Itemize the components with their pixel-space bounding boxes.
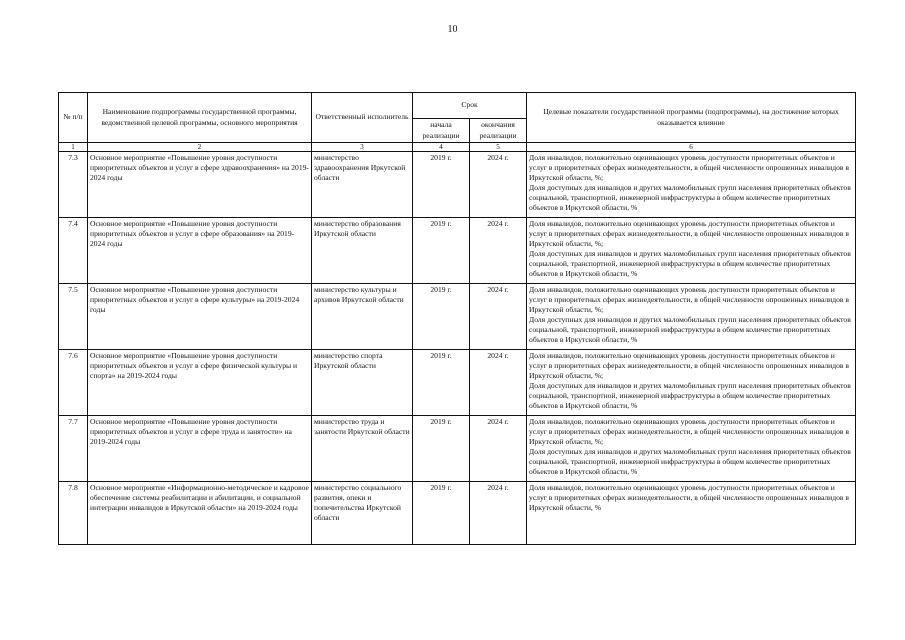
- row-responsible: министерство социального развития, опеки и попечительства Иркутской области: [312, 482, 413, 545]
- row-number: 7.4: [59, 218, 88, 284]
- row-indicators: [527, 218, 856, 284]
- indicator-text: Доля доступных для инвалидов и других маломобильных групп населения приоритетных объектов социальной, транспортной, инженерной инфраструктуры в общем количестве приоритетных объектов в Иркутской области, %: [529, 381, 851, 411]
- row-number: 7.7: [59, 416, 88, 482]
- row-end: 2024 г.: [470, 350, 527, 416]
- header-responsible: Ответственный исполнитель: [312, 93, 413, 143]
- row-number: 7.5: [59, 284, 88, 350]
- row-responsible: министерство здравоохранения Иркутской области: [312, 152, 413, 218]
- indicator-text: Доля инвалидов, положительно оценивающих уровень доступности приоритетных объектов и услуг в приоритетных сферах жизнедеятельности, в общей численности опрошенных инвалидов в Иркутской области, %: [529, 483, 849, 513]
- column-number: 1: [59, 143, 88, 152]
- page-number: 10: [447, 24, 458, 35]
- row-start: 2019 г.: [413, 152, 470, 218]
- row-name: Основное мероприятие «Информационно-методическое и кадровое обеспечение системы реабилитации и абилитации, и социальной интеграции инвалидов в Иркутской области» на 2019-2024 годы: [88, 482, 312, 545]
- row-end: 2024 г.: [470, 482, 527, 545]
- indicator-text: Доля инвалидов, положительно оценивающих уровень доступности приоритетных объектов и услуг в приоритетных сферах жизнедеятельности, в общей численности опрошенных инвалидов в Иркутской области, %;: [529, 351, 849, 381]
- row-start: 2019 г.: [413, 350, 470, 416]
- table-row: [59, 350, 856, 416]
- column-number: 2: [88, 143, 312, 152]
- row-responsible: министерство культуры и архивов Иркутской области: [312, 284, 413, 350]
- indicator-text: Доля доступных для инвалидов и других маломобильных групп населения приоритетных объектов социальной, транспортной, инженерной инфраструктуры в общем количестве приоритетных объектов в Иркутской области, %: [529, 315, 851, 345]
- row-indicators: [527, 152, 856, 218]
- header-end: окончания реализации: [470, 119, 527, 143]
- row-end: 2024 г.: [470, 152, 527, 218]
- header-term: Срок: [413, 93, 527, 119]
- indicator-text: Доля доступных для инвалидов и других маломобильных групп населения приоритетных объектов социальной, транспортной, инженерной инфраструктуры в общем количестве приоритетных объектов в Иркутской области, %: [529, 249, 851, 279]
- indicator-text: Доля инвалидов, положительно оценивающих уровень доступности приоритетных объектов и услуг в приоритетных сферах жизнедеятельности, в общей численности опрошенных инвалидов в Иркутской области, %;: [529, 153, 849, 183]
- table-row: [59, 416, 856, 482]
- row-end: 2024 г.: [470, 218, 527, 284]
- row-name: Основное мероприятие «Повышение уровня доступности приоритетных объектов и услуг в сфере физической культуры и спорта» на 2019-2024 годы: [88, 350, 312, 416]
- row-indicators: [527, 284, 856, 350]
- row-number: 7.8: [59, 482, 88, 545]
- row-number: 7.3: [59, 152, 88, 218]
- row-start: 2019 г.: [413, 416, 470, 482]
- table-row: [59, 218, 856, 284]
- header-name: Наименование подпрограммы государственной программы, ведомственной целевой программы, основного мероприятия: [88, 93, 312, 143]
- column-number: 6: [527, 143, 856, 152]
- header-target-indicators: Целевые показатели государственной программы (подпрограммы), на достижение которых оказывается влияние: [527, 93, 856, 143]
- row-start: 2019 г.: [413, 482, 470, 545]
- indicator-text: Доля доступных для инвалидов и других маломобильных групп населения приоритетных объектов социальной, транспортной, инженерной инфраструктуры в общем количестве приоритетных объектов в Иркутской области, %: [529, 183, 851, 213]
- row-name: Основное мероприятие «Повышение уровня доступности приоритетных объектов и услуг в сфере труда и занятости» на 2019-2024 годы: [88, 416, 312, 482]
- table-header-row: [59, 93, 856, 119]
- indicator-text: Доля инвалидов, положительно оценивающих уровень доступности приоритетных объектов и услуг в приоритетных сферах жизнедеятельности, в общей численности опрошенных инвалидов в Иркутской области, %;: [529, 417, 849, 447]
- column-number: 3: [312, 143, 413, 152]
- row-name: Основное мероприятие «Повышение уровня доступности приоритетных объектов и услуг в сфере здравоохранения» на 2019-2024 годы: [88, 152, 312, 218]
- indicator-text: Доля инвалидов, положительно оценивающих уровень доступности приоритетных объектов и услуг в приоритетных сферах жизнедеятельности, в общей численности опрошенных инвалидов в Иркутской области, %;: [529, 285, 849, 315]
- row-number: 7.6: [59, 350, 88, 416]
- row-responsible: министерство труда и занятости Иркутской области: [312, 416, 413, 482]
- row-end: 2024 г.: [470, 284, 527, 350]
- row-indicators: [527, 350, 856, 416]
- table-row: [59, 482, 856, 545]
- column-number: 4: [413, 143, 470, 152]
- header-start: начала реализации: [413, 119, 470, 143]
- row-responsible: министерство спорта Иркутской области: [312, 350, 413, 416]
- header-num: № п/п: [59, 93, 88, 143]
- row-responsible: министерство образования Иркутской области: [312, 218, 413, 284]
- indicator-text: Доля инвалидов, положительно оценивающих уровень доступности приоритетных объектов и услуг в приоритетных сферах жизнедеятельности, в общей численности опрошенных инвалидов в Иркутской области, %;: [529, 219, 849, 249]
- row-start: 2019 г.: [413, 218, 470, 284]
- row-indicators: [527, 416, 856, 482]
- row-name: Основное мероприятие «Повышение уровня доступности приоритетных объектов и услуг в сфере культуры» на 2019-2024 годы: [88, 284, 312, 350]
- program-table: [58, 92, 856, 545]
- row-end: 2024 г.: [470, 416, 527, 482]
- row-name: Основное мероприятие «Повышение уровня доступности приоритетных объектов и услуг в сфере образования» на 2019-2024 годы: [88, 218, 312, 284]
- row-start: 2019 г.: [413, 284, 470, 350]
- row-indicators: [527, 482, 856, 545]
- table-row: [59, 284, 856, 350]
- column-number: 5: [470, 143, 527, 152]
- indicator-text: Доля доступных для инвалидов и других маломобильных групп населения приоритетных объектов социальной, транспортной, инженерной инфраструктуры в общем количестве приоритетных объектов в Иркутской области, %: [529, 447, 851, 477]
- column-number-row: [59, 143, 856, 152]
- table-row: [59, 152, 856, 218]
